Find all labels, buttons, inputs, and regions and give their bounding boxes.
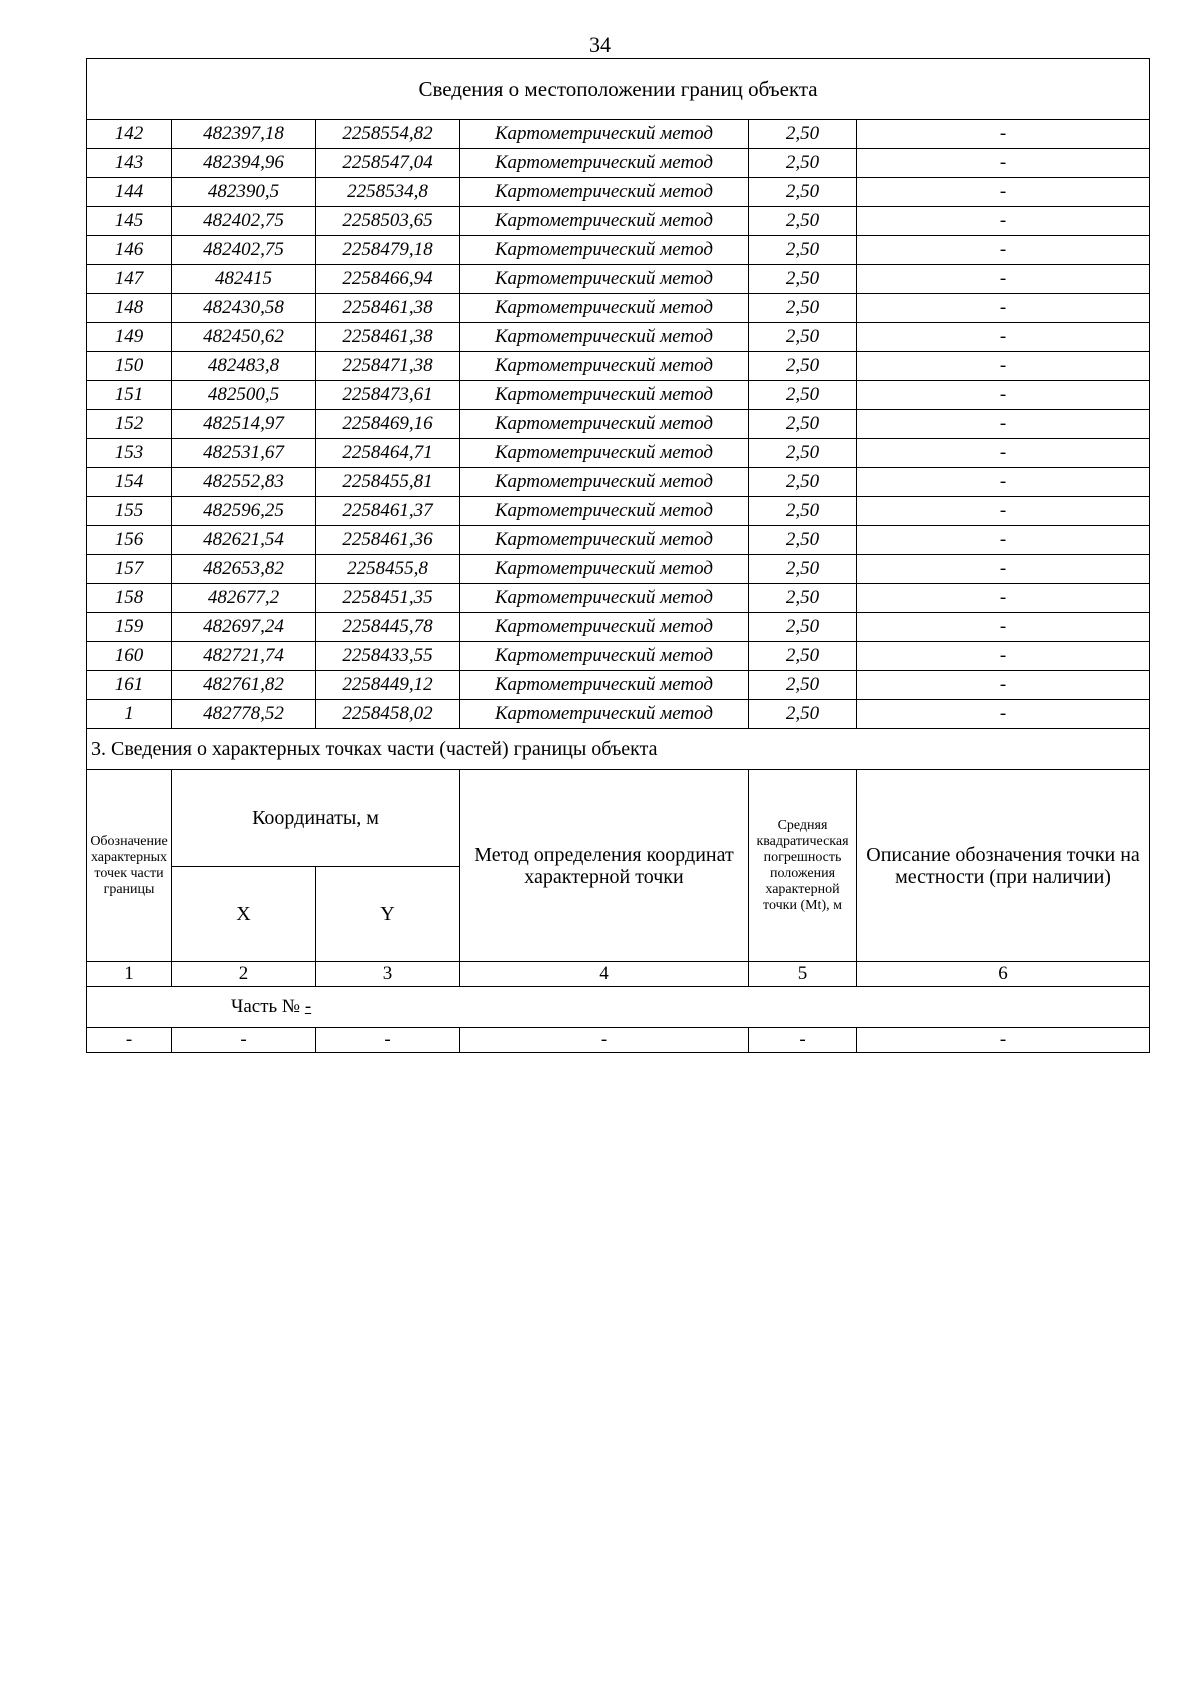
table-row xyxy=(87,526,1150,555)
coordinate-y: 2258547,04 xyxy=(316,149,460,178)
mean-square-error: 2,50 xyxy=(749,468,857,497)
table-row xyxy=(87,468,1150,497)
description: - xyxy=(857,236,1150,265)
method: Картометрический метод xyxy=(460,352,749,381)
header-y: Y xyxy=(316,867,460,962)
coordinate-x: 482500,5 xyxy=(172,381,316,410)
header-x: X xyxy=(172,867,316,962)
coordinate-y: 2258461,38 xyxy=(316,294,460,323)
method: Картометрический метод xyxy=(460,294,749,323)
point-number: 159 xyxy=(87,613,172,642)
point-number: 147 xyxy=(87,265,172,294)
coordinate-x: 482514,97 xyxy=(172,410,316,439)
point-number: 161 xyxy=(87,671,172,700)
part-value: - xyxy=(304,996,312,1017)
table-row xyxy=(87,613,1150,642)
part-row xyxy=(87,987,1150,1028)
description: - xyxy=(857,700,1150,729)
mean-square-error: 2,50 xyxy=(749,265,857,294)
method: Картометрический метод xyxy=(460,381,749,410)
table-row xyxy=(87,323,1150,352)
mean-square-error: 2,50 xyxy=(749,497,857,526)
table-row xyxy=(87,178,1150,207)
method: Картометрический метод xyxy=(460,439,749,468)
point-number: 151 xyxy=(87,381,172,410)
point-number: 149 xyxy=(87,323,172,352)
empty-cell: - xyxy=(172,1028,316,1053)
mean-square-error: 2,50 xyxy=(749,584,857,613)
method: Картометрический метод xyxy=(460,555,749,584)
mean-square-error: 2,50 xyxy=(749,642,857,671)
mean-square-error: 2,50 xyxy=(749,700,857,729)
method: Картометрический метод xyxy=(460,642,749,671)
coordinate-y: 2258461,37 xyxy=(316,497,460,526)
description: - xyxy=(857,613,1150,642)
coordinate-x: 482721,74 xyxy=(172,642,316,671)
table-row xyxy=(87,642,1150,671)
mean-square-error: 2,50 xyxy=(749,178,857,207)
description: - xyxy=(857,352,1150,381)
table-row xyxy=(87,439,1150,468)
method: Картометрический метод xyxy=(460,468,749,497)
page-number: 34 xyxy=(589,32,611,57)
description: - xyxy=(857,323,1150,352)
method: Картометрический метод xyxy=(460,410,749,439)
table-row xyxy=(87,497,1150,526)
empty-cell: - xyxy=(460,1028,749,1053)
mean-square-error: 2,50 xyxy=(749,120,857,149)
description: - xyxy=(857,381,1150,410)
point-number: 153 xyxy=(87,439,172,468)
method: Картометрический метод xyxy=(460,149,749,178)
coordinate-y: 2258433,55 xyxy=(316,642,460,671)
coordinate-y: 2258461,36 xyxy=(316,526,460,555)
coordinate-x: 482596,25 xyxy=(172,497,316,526)
mean-square-error: 2,50 xyxy=(749,410,857,439)
method: Картометрический метод xyxy=(460,497,749,526)
coordinate-y: 2258479,18 xyxy=(316,236,460,265)
coordinate-x: 482677,2 xyxy=(172,584,316,613)
point-number: 157 xyxy=(87,555,172,584)
method: Картометрический метод xyxy=(460,526,749,555)
point-number: 150 xyxy=(87,352,172,381)
mean-square-error: 2,50 xyxy=(749,439,857,468)
description: - xyxy=(857,294,1150,323)
description: - xyxy=(857,671,1150,700)
table-row xyxy=(87,294,1150,323)
coordinate-y: 2258461,38 xyxy=(316,323,460,352)
empty-cell: - xyxy=(87,1028,172,1053)
table-row xyxy=(87,120,1150,149)
coordinate-y: 2258554,82 xyxy=(316,120,460,149)
coordinate-x: 482621,54 xyxy=(172,526,316,555)
column-number: 6 xyxy=(857,962,1150,987)
description: - xyxy=(857,149,1150,178)
point-number: 160 xyxy=(87,642,172,671)
column-number-row xyxy=(87,962,1150,987)
mean-square-error: 2,50 xyxy=(749,526,857,555)
description: - xyxy=(857,410,1150,439)
mean-square-error: 2,50 xyxy=(749,555,857,584)
mean-square-error: 2,50 xyxy=(749,294,857,323)
coordinate-y: 2258471,38 xyxy=(316,352,460,381)
mean-square-error: 2,50 xyxy=(749,207,857,236)
method: Картометрический метод xyxy=(460,323,749,352)
coordinate-x: 482761,82 xyxy=(172,671,316,700)
table-row xyxy=(87,555,1150,584)
coordinate-x: 482653,82 xyxy=(172,555,316,584)
description: - xyxy=(857,584,1150,613)
boundary-table xyxy=(86,58,1150,1053)
description: - xyxy=(857,497,1150,526)
coordinate-y: 2258469,16 xyxy=(316,410,460,439)
coordinate-y: 2258449,12 xyxy=(316,671,460,700)
point-number: 145 xyxy=(87,207,172,236)
description: - xyxy=(857,207,1150,236)
coordinate-y: 2258455,81 xyxy=(316,468,460,497)
method: Картометрический метод xyxy=(460,236,749,265)
coordinate-y: 2258473,61 xyxy=(316,381,460,410)
mean-square-error: 2,50 xyxy=(749,323,857,352)
coordinate-y: 2258534,8 xyxy=(316,178,460,207)
point-number: 146 xyxy=(87,236,172,265)
table-row xyxy=(87,381,1150,410)
point-number: 143 xyxy=(87,149,172,178)
method: Картометрический метод xyxy=(460,700,749,729)
table-row xyxy=(87,149,1150,178)
coordinate-x: 482394,96 xyxy=(172,149,316,178)
coordinate-x: 482697,24 xyxy=(172,613,316,642)
coordinate-x: 482397,18 xyxy=(172,120,316,149)
table-row xyxy=(87,265,1150,294)
column-number: 3 xyxy=(316,962,460,987)
mean-square-error: 2,50 xyxy=(749,149,857,178)
empty-cell: - xyxy=(316,1028,460,1053)
description: - xyxy=(857,642,1150,671)
description: - xyxy=(857,439,1150,468)
coordinate-y: 2258458,02 xyxy=(316,700,460,729)
table-row xyxy=(87,700,1150,729)
table-row xyxy=(87,207,1150,236)
method: Картометрический метод xyxy=(460,584,749,613)
method: Картометрический метод xyxy=(460,207,749,236)
coordinate-x: 482450,62 xyxy=(172,323,316,352)
column-number: 1 xyxy=(87,962,172,987)
description: - xyxy=(857,468,1150,497)
description: - xyxy=(857,265,1150,294)
coordinate-x: 482402,75 xyxy=(172,236,316,265)
point-number: 1 xyxy=(87,700,172,729)
point-number: 152 xyxy=(87,410,172,439)
table-row xyxy=(87,236,1150,265)
description: - xyxy=(857,555,1150,584)
method: Картометрический метод xyxy=(460,265,749,294)
empty-part-row xyxy=(87,1028,1150,1053)
point-number: 144 xyxy=(87,178,172,207)
header-method: Метод определения координат характерной точки xyxy=(460,770,749,962)
coordinate-x: 482402,75 xyxy=(172,207,316,236)
coordinate-y: 2258445,78 xyxy=(316,613,460,642)
header-coordinates: Координаты, м xyxy=(172,770,460,867)
table-row xyxy=(87,671,1150,700)
mean-square-error: 2,50 xyxy=(749,236,857,265)
coordinate-y: 2258464,71 xyxy=(316,439,460,468)
point-number: 155 xyxy=(87,497,172,526)
point-number: 154 xyxy=(87,468,172,497)
point-number: 158 xyxy=(87,584,172,613)
table-row xyxy=(87,352,1150,381)
section-3-title: 3. Сведения о характерных точках части (частей) границы объекта xyxy=(87,729,1150,770)
description: - xyxy=(857,178,1150,207)
coordinate-x: 482390,5 xyxy=(172,178,316,207)
coordinate-x: 482531,67 xyxy=(172,439,316,468)
coordinate-x: 482415 xyxy=(172,265,316,294)
method: Картометрический метод xyxy=(460,671,749,700)
coordinate-x: 482552,83 xyxy=(172,468,316,497)
coordinate-y: 2258451,35 xyxy=(316,584,460,613)
table-row xyxy=(87,410,1150,439)
header-point-designation: Обозначение характерных точек части границы xyxy=(87,770,172,962)
description: - xyxy=(857,526,1150,555)
header-mean-square-error: Средняя квадратическая погрешность положения характерной точки (Mt), м xyxy=(749,770,857,962)
mean-square-error: 2,50 xyxy=(749,671,857,700)
point-number: 142 xyxy=(87,120,172,149)
mean-square-error: 2,50 xyxy=(749,613,857,642)
mean-square-error: 2,50 xyxy=(749,352,857,381)
description: - xyxy=(857,120,1150,149)
empty-cell: - xyxy=(749,1028,857,1053)
coordinate-x: 482483,8 xyxy=(172,352,316,381)
coordinate-y: 2258466,94 xyxy=(316,265,460,294)
part-label: Часть № xyxy=(231,996,301,1017)
mean-square-error: 2,50 xyxy=(749,381,857,410)
table-row xyxy=(87,584,1150,613)
coordinate-x: 482778,52 xyxy=(172,700,316,729)
header-description: Описание обозначения точки на местности (при наличии) xyxy=(857,770,1150,962)
coordinate-y: 2258503,65 xyxy=(316,207,460,236)
coordinate-y: 2258455,8 xyxy=(316,555,460,584)
point-number: 148 xyxy=(87,294,172,323)
table-title: Сведения о местоположении границ объекта xyxy=(87,59,1150,120)
column-number: 2 xyxy=(172,962,316,987)
column-number: 5 xyxy=(749,962,857,987)
method: Картометрический метод xyxy=(460,613,749,642)
method: Картометрический метод xyxy=(460,178,749,207)
method: Картометрический метод xyxy=(460,120,749,149)
point-number: 156 xyxy=(87,526,172,555)
coordinate-x: 482430,58 xyxy=(172,294,316,323)
column-number: 4 xyxy=(460,962,749,987)
empty-cell: - xyxy=(857,1028,1150,1053)
